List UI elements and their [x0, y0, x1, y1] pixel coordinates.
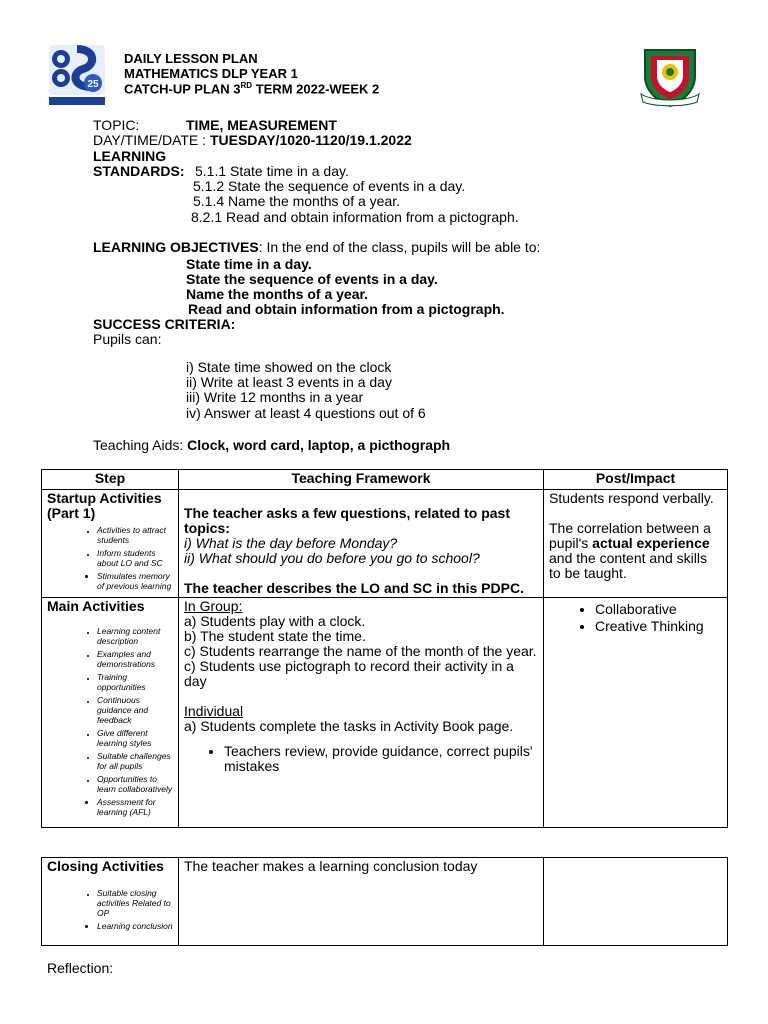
note-item: • Activities to attract students [97, 525, 173, 545]
success-criteria-intro: Pupils can: [93, 331, 162, 347]
group-label: In Group: [184, 598, 243, 614]
group-item: a) Students play with a clock. [184, 613, 366, 629]
note-item: • Stimulates memory of previous learning [97, 571, 173, 591]
success-criteria-label: SUCCESS CRITERIA: [93, 316, 236, 332]
note-item: • Continuous guidance and feedback [97, 695, 173, 725]
teaching-aids-row [93, 438, 450, 453]
review-item: • Teachers review, provide guidance, correct pupils' mistakes [224, 744, 538, 774]
individual-label: Individual [184, 703, 244, 719]
criteria-item: iv) Answer at least 4 questions out of 6 [186, 405, 426, 421]
closing-text: The teacher makes a learning conclusion today [184, 858, 478, 874]
closing-table [41, 857, 728, 946]
topic-label: TOPIC: [93, 117, 140, 133]
objective-item: Read and obtain information from a pictograph. [188, 301, 505, 317]
daytime-row [93, 133, 412, 148]
teaching-aids-value: Clock, word card, laptop, a picthograph [187, 437, 451, 453]
standard-item: 8.2.1 Read and obtain information from a pictograph. [191, 209, 519, 225]
criteria-item: iii) Write 12 months in a year [186, 389, 364, 405]
header-step: Step [42, 470, 179, 490]
header-term: CATCH-UP PLAN 3RD TERM 2022-WEEK 2 [124, 81, 380, 97]
impact-list [549, 601, 722, 635]
closing-notes [47, 888, 173, 931]
objectives-label: LEARNING OBJECTIVES [93, 239, 259, 255]
note-item: • Opportunities to learn collaboratively [97, 774, 173, 794]
startup-impact-correlation: The correlation between a pupil's actual experience and the content and skills to be taught. [549, 520, 711, 581]
objective-item: State time in a day. [186, 256, 312, 272]
standard-item: 5.1.1 State time in a day. [195, 163, 349, 179]
note-item: • Assessment for learning (AFL) [97, 797, 173, 817]
closing-title: Closing Activities [47, 858, 164, 874]
note-item: • Suitable challenges for all pupils [97, 751, 173, 771]
startup-notes [47, 525, 173, 591]
group-item: c) Students use pictograph to record their activity in a day [184, 658, 514, 689]
standard-item: 5.1.4 Name the months of a year. [193, 193, 401, 209]
objectives-intro: : In the end of the class, pupils will be able to: [258, 239, 541, 255]
main-notes [47, 626, 173, 817]
group-item: b) The student state the time. [184, 628, 366, 644]
standards-label-2: STANDARDS: [93, 163, 185, 179]
startup-question: i) What is the day before Monday? [184, 535, 398, 551]
group-item: c) Students rearrange the name of the month of the year. [184, 643, 537, 659]
standard-item: 5.1.2 State the sequence of events in a day. [193, 178, 466, 194]
note-item: • Give different learning styles [97, 728, 173, 748]
main-step-cell [42, 598, 179, 828]
header-title: DAILY LESSON PLAN [124, 51, 258, 66]
note-item: • Examples and demonstrations [97, 649, 173, 669]
impact-item: • Creative Thinking [595, 618, 722, 635]
daytime-value: TUESDAY/1020-1120/19.1.2022 [209, 132, 412, 148]
reflection-label: Reflection: [47, 960, 114, 976]
individual-item: a) Students complete the tasks in Activity Book page. [184, 718, 514, 734]
note-item: • Suitable closing activities Related to OP [97, 888, 173, 918]
closing-framework-cell [179, 858, 544, 946]
startup-question: ii) What should you do before you go to school? [184, 550, 480, 566]
topic-value: TIME, MEASUREMENT [186, 117, 337, 133]
standards-label-1: LEARNING [93, 148, 167, 164]
closing-impact-cell [544, 858, 728, 946]
startup-step-cell [42, 490, 179, 598]
objective-item: Name the months of a year. [186, 286, 369, 302]
note-item: • Inform students about LO and SC [97, 548, 173, 568]
impact-item: • Collaborative [595, 601, 722, 618]
header-framework: Teaching Framework [179, 470, 544, 490]
ministry-logo [47, 43, 107, 107]
note-item: • Learning content description [97, 626, 173, 646]
startup-impact-cell [544, 490, 728, 598]
school-crest [637, 46, 703, 108]
lesson-table [41, 469, 728, 828]
note-item: • Learning conclusion [97, 921, 173, 931]
criteria-item: ii) Write at least 3 events in a day [186, 374, 392, 390]
daytime-label: DAY/TIME/DATE : [93, 132, 210, 148]
startup-question-intro: The teacher asks a few questions, related to past topics: [184, 505, 510, 536]
objectives-row [93, 240, 540, 255]
startup-title: Startup Activities (Part 1) [47, 490, 162, 521]
main-impact-cell [544, 598, 728, 828]
teaching-aids-label: Teaching Aids: [93, 437, 188, 453]
review-list [184, 744, 538, 774]
main-framework-cell [179, 598, 544, 828]
criteria-item: i) State time showed on the clock [186, 359, 392, 375]
startup-impact: Students respond verbally. [549, 490, 714, 506]
header-impact: Post/Impact [544, 470, 728, 490]
objective-item: State the sequence of events in a day. [186, 271, 438, 287]
note-item: • Training opportunities [97, 672, 173, 692]
main-title: Main Activities [47, 598, 145, 614]
closing-step-cell [42, 858, 179, 946]
header-subject: MATHEMATICS DLP YEAR 1 [124, 66, 298, 81]
startup-lo-sc: The teacher describes the LO and SC in this PDPC. [184, 580, 524, 596]
startup-framework-cell [179, 490, 544, 598]
svg-text:25: 25 [87, 79, 99, 90]
